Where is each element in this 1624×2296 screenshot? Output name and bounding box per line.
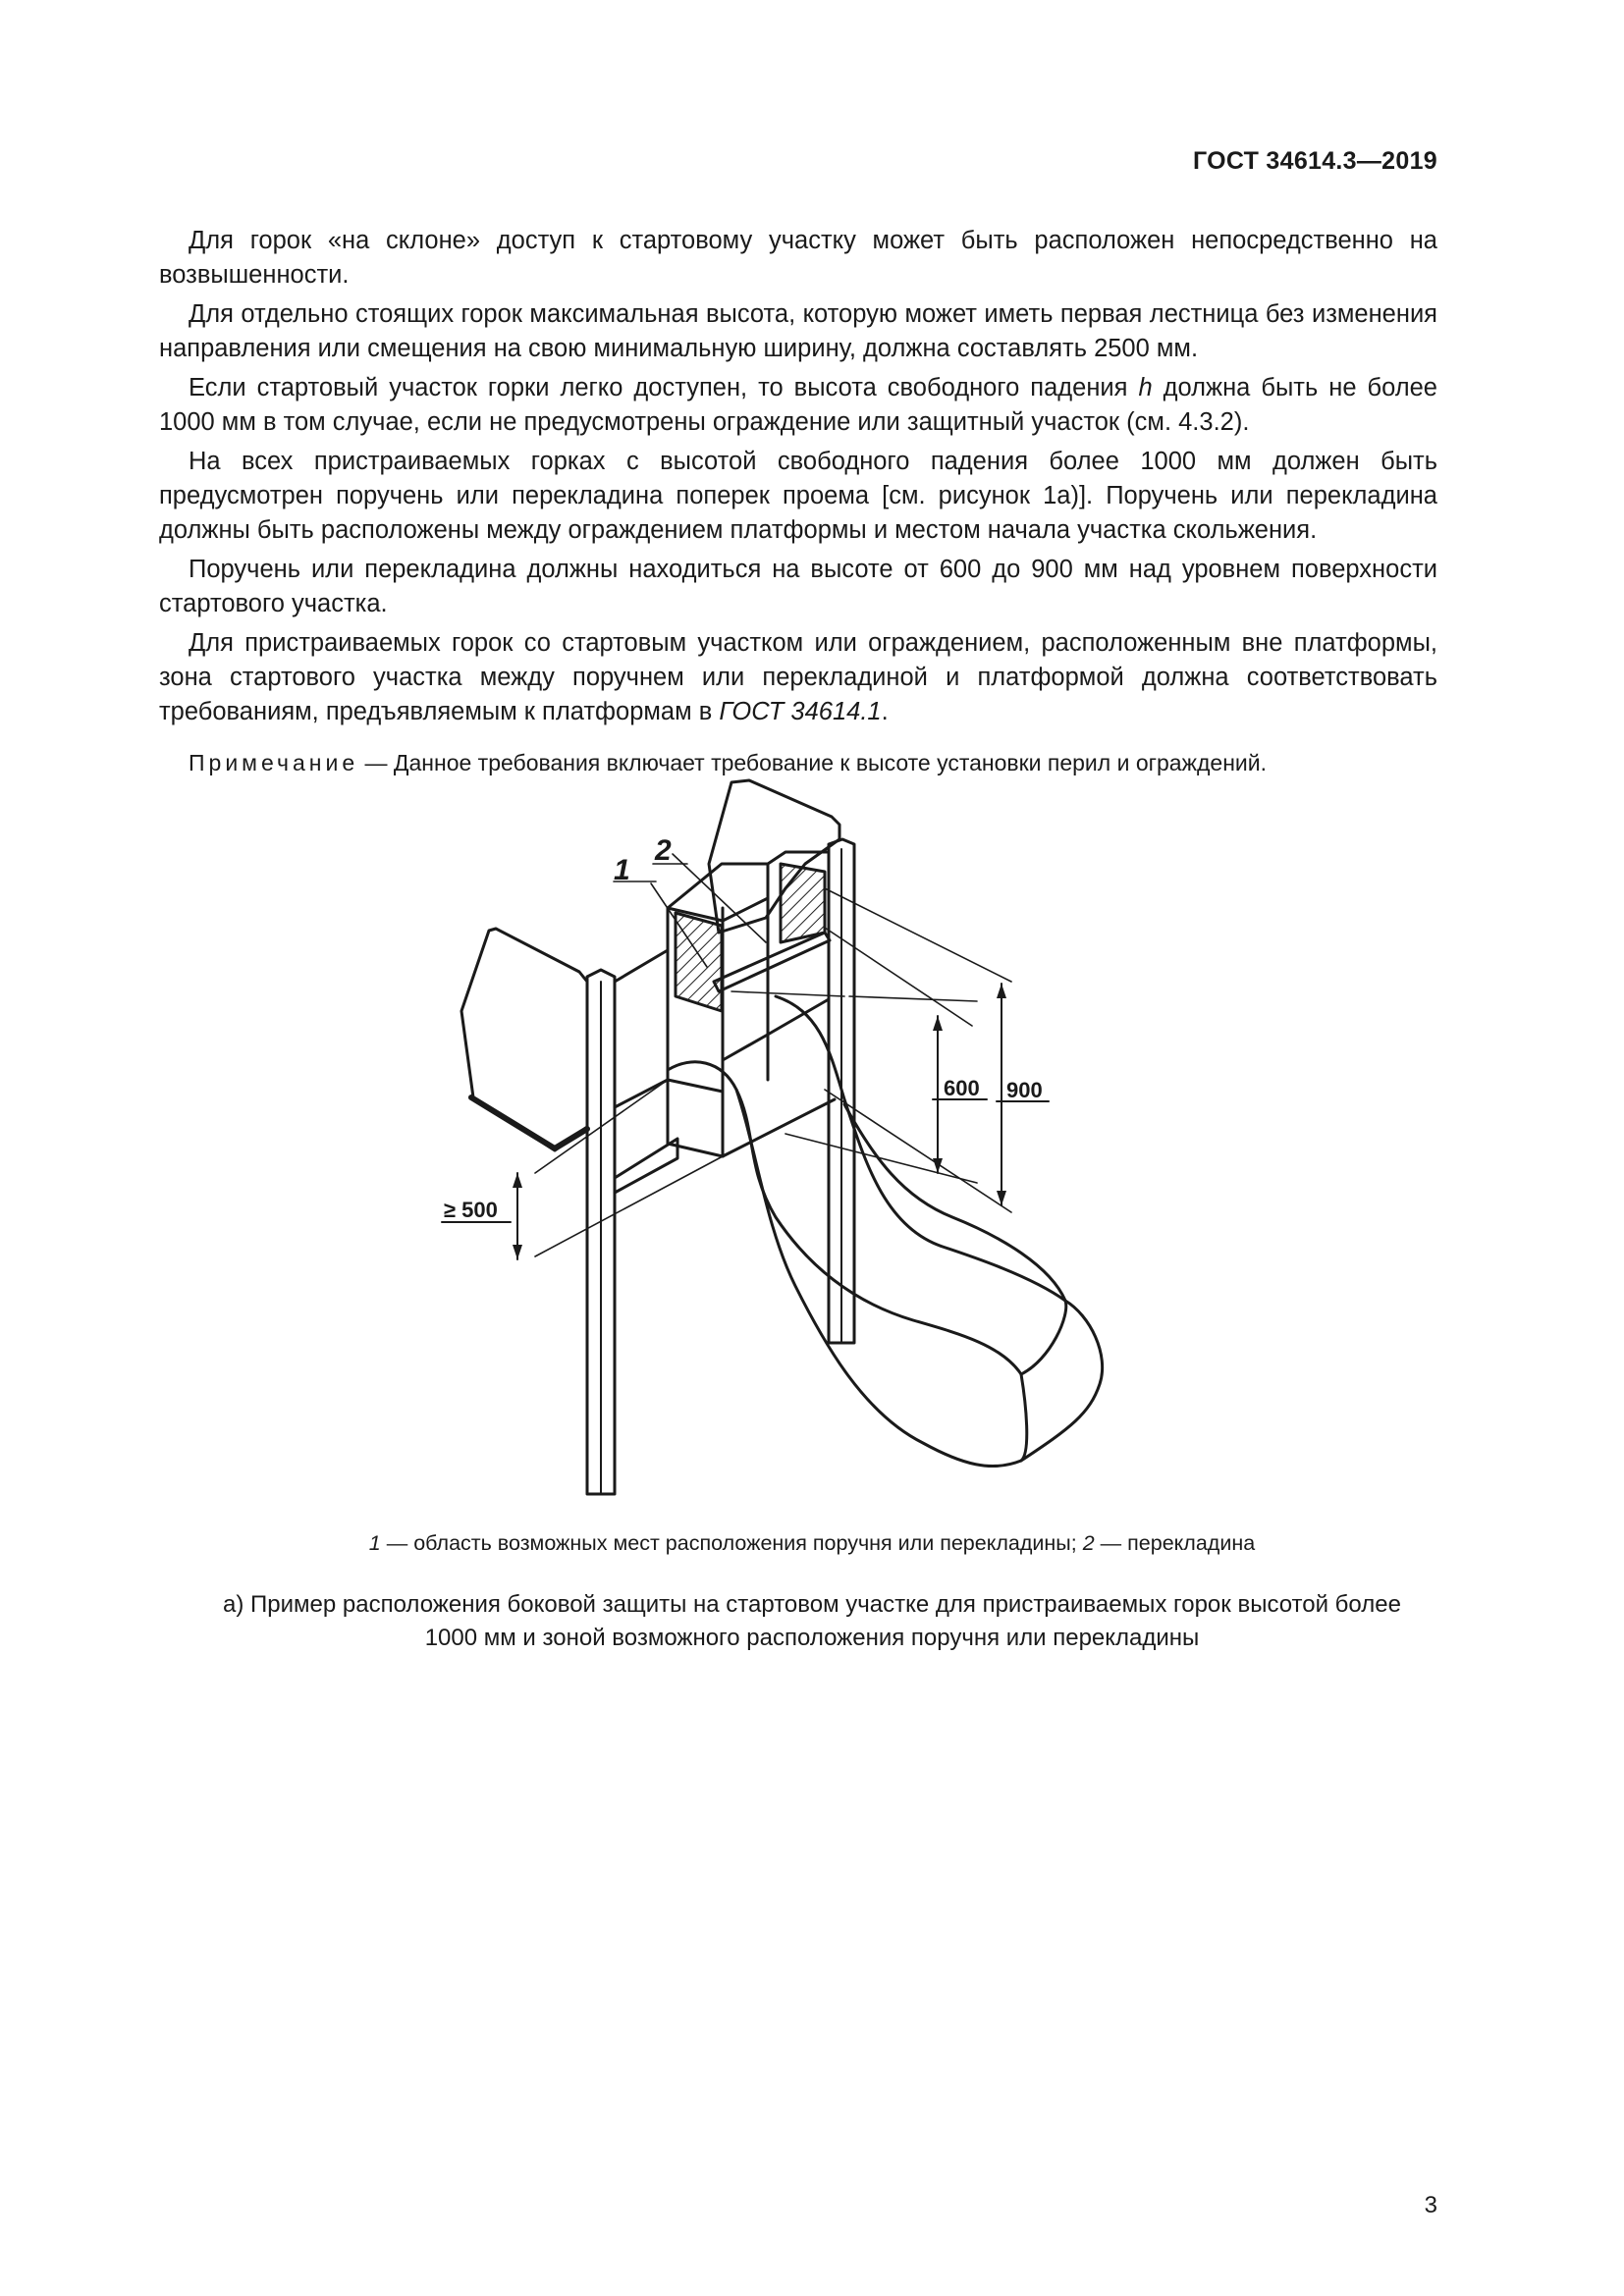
note-text: — Данное требования включает требование к высоте установки перил и ограждений. — [358, 750, 1267, 775]
left-barrier-panel — [461, 929, 587, 1150]
variable-h: h — [1138, 374, 1153, 401]
paragraph-4: На всех пристраиваемых горках с высотой свободного падения более 1000 мм должен быть предусмотрен поручень или перекладина поперек проема [см. рисунок 1а)]. Поручень или перекладина должны быть расположены между ограждением платформы и местом начала участка скольжения. — [159, 448, 1437, 544]
dim-label-500: ≥ 500 — [444, 1198, 498, 1222]
standard-reference: ГОСТ 34614.1 — [719, 698, 882, 725]
paragraph-5: Поручень или перекладина должны находиться на высоте от 600 до 900 мм над уровнем поверхности стартового участка. — [159, 556, 1437, 617]
platform-box — [668, 852, 829, 1156]
paragraph-6: Для пристраиваемых горок со стартовым участком или ограждением, расположенным вне платформы, зона стартового участка между поручнем или перекладиной и платформой должна соответствовать требованиям, предъявляемым к платформам в ГОСТ 34614.1. — [159, 629, 1437, 725]
callout-1: 1 — [614, 854, 630, 886]
body-text — [159, 224, 1437, 783]
figure-legend: 1 — область возможных мест расположения поручня или перекладины; 2 — перекладина — [368, 1531, 1256, 1555]
dim-label-900: 900 — [1006, 1078, 1043, 1102]
standard-code: ГОСТ 34614.3—2019 — [1192, 147, 1437, 175]
figure-caption: а) Пример расположения боковой защиты на стартовом участке для пристраиваемых горок высотой более 1000 мм и зоной возможного расположения поручня или перекладины — [223, 1591, 1401, 1651]
paragraph-3: Если стартовый участок горки легко доступен, то высота свободного падения h должна быть не более 1000 мм в том случае, если не предусмотрены ограждение или защитный участок (см. 4.3.2). — [159, 374, 1437, 436]
right-post — [829, 839, 854, 1343]
paragraph-2: Для отдельно стоящих горок максимальная высота, которую может иметь первая лестница без изменения направления или смещения на свою минимальную ширину, должна составлять 2500 мм. — [159, 300, 1437, 362]
page-number: 3 — [1424, 2192, 1437, 2218]
hatch-zone-right — [781, 864, 825, 942]
crossbar — [714, 933, 830, 991]
note-label: Примечание — [189, 750, 359, 775]
slide-surface — [668, 996, 1066, 1374]
callout-2: 2 — [655, 834, 672, 867]
paragraph-1: Для горок «на склоне» доступ к стартовому участку может быть расположен непосредственно на возвышенности. — [159, 227, 1437, 289]
dim-label-600: 600 — [944, 1076, 980, 1100]
hatch-zone-left — [676, 913, 722, 1011]
left-post — [587, 970, 615, 1494]
note — [159, 747, 1437, 778]
back-barrier-panel — [709, 780, 839, 933]
